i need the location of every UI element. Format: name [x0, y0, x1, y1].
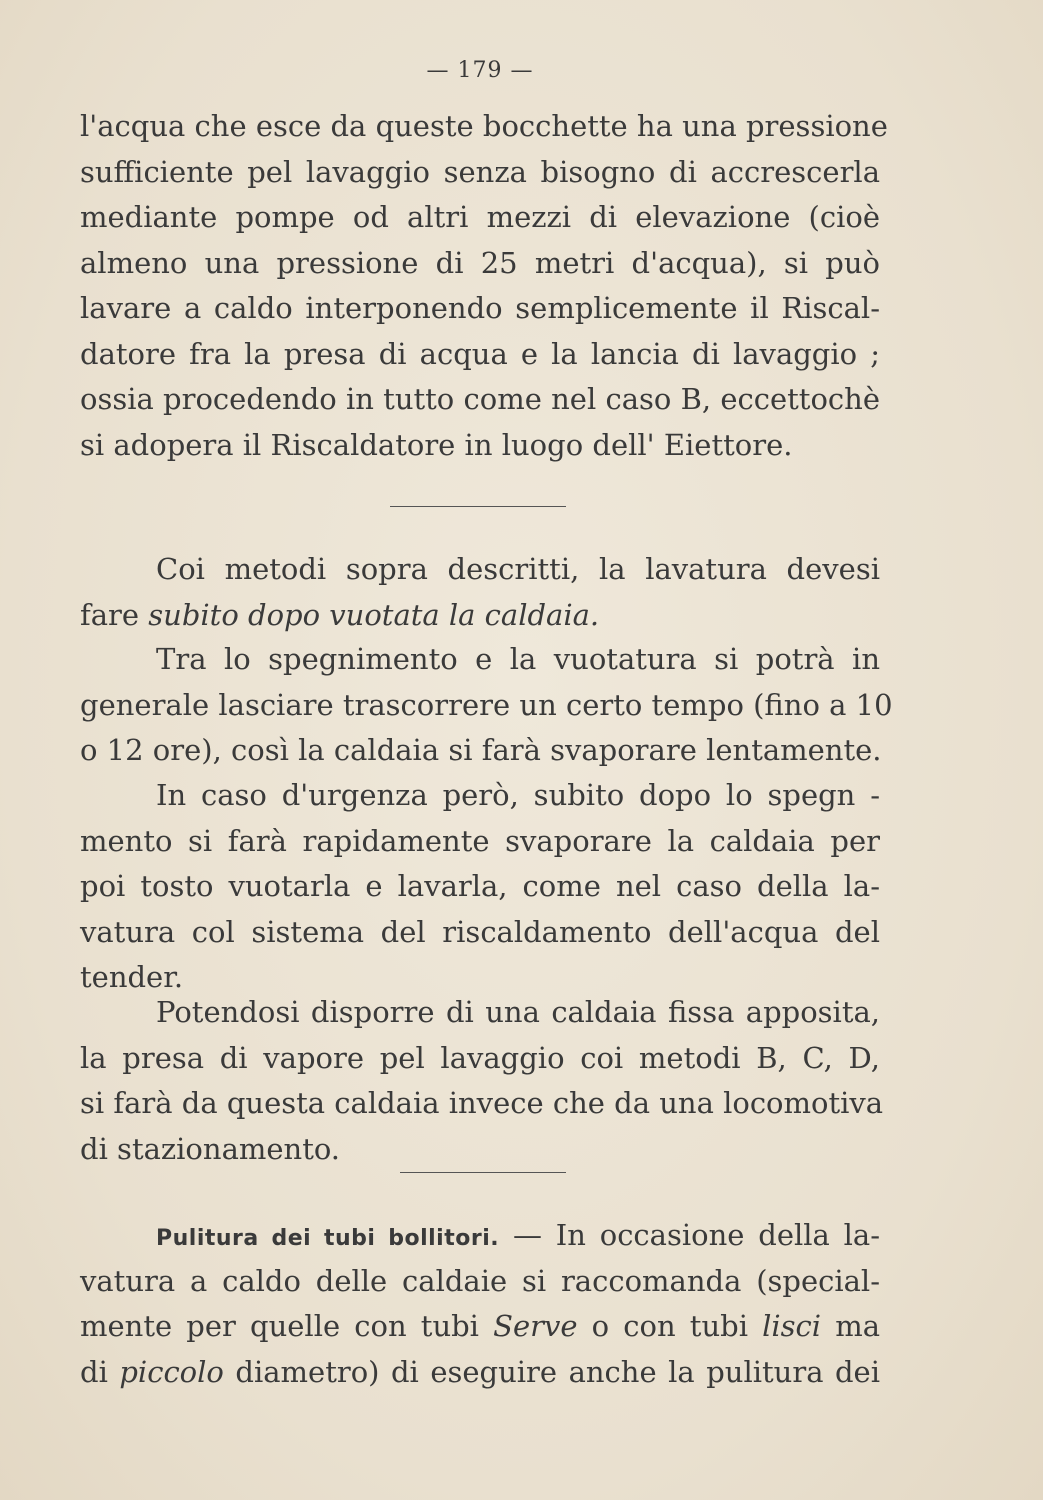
text-line: lavare a caldo interponendo semplicemente il Riscal- [80, 291, 880, 325]
text-line: l'acqua che esce da queste bocchette ha una pressione [80, 109, 888, 143]
text-line: generale lasciare trascorrere un certo tempo (fino a 10 [80, 687, 893, 722]
paragraph-1 [80, 104, 888, 468]
text-segment: o con tubi [577, 1309, 763, 1343]
text-segment: mente per quelle con tubi [80, 1309, 494, 1343]
section-divider [400, 1172, 566, 1173]
text-line: ossia procedendo in tutto come nel caso B, eccettochè [80, 382, 880, 416]
text-line: di stazionamento. [80, 1131, 341, 1166]
paragraph-5 [80, 990, 884, 1172]
text-line [80, 1350, 880, 1396]
text-line: si adopera il Riscaldatore in luogo dell' Eiettore. [80, 427, 793, 462]
italic-text: lisci [762, 1309, 822, 1343]
italic-text: Serve [493, 1309, 578, 1343]
text-segment: — In occasione della la- [499, 1218, 881, 1252]
paragraph-3 [80, 637, 893, 774]
text-line: o 12 ore), così la caldaia si farà svaporare lentamente. [80, 733, 882, 767]
text-line: sufficiente pel lavaggio senza bisogno di accrescerla [80, 154, 880, 189]
text-segment: fare [80, 597, 149, 632]
text-line [80, 1213, 880, 1259]
text-line [80, 593, 880, 639]
italic-text: subito dopo vuotata la caldaia. [148, 597, 600, 632]
text-line: mento si farà rapidamente svaporare la caldaia per [80, 823, 880, 858]
section-heading: Pulitura dei tubi bollitori. [156, 1226, 500, 1251]
section-divider [390, 506, 566, 507]
text-line [80, 1304, 880, 1350]
paragraph-6 [80, 1213, 880, 1395]
text-line: almeno una pressione di 25 metri d'acqua), si può [80, 245, 880, 280]
text-line: vatura a caldo delle caldaie si raccomanda (special- [80, 1263, 880, 1298]
text-segment: di [80, 1354, 120, 1389]
text-line: la presa di vapore pel lavaggio coi metodi B, C, D, [80, 1040, 880, 1075]
text-line: Tra lo spegnimento e la vuotatura si potrà in [156, 642, 880, 676]
text-segment: diametro) di eseguire anche la pulitura dei [223, 1354, 880, 1389]
italic-text: piccolo [119, 1354, 224, 1389]
page-number: — 179 — [426, 58, 534, 83]
text-line: si farà da questa caldaia invece che da una locomotiva [80, 1086, 884, 1120]
text-line: datore fra la presa di acqua e la lancia di lavaggio ; [80, 336, 880, 371]
text-line: poi tosto vuotarla e lavarla, come nel caso della la- [80, 869, 880, 903]
paragraph-4 [80, 773, 880, 1001]
text-line: Coi metodi sopra descritti, la lavatura devesi [156, 552, 880, 586]
text-line: In caso d'urgenza però, subito dopo lo spegn - [156, 778, 880, 812]
text-line: tender. [80, 960, 184, 994]
paragraph-2 [80, 547, 880, 638]
text-line: Potendosi disporre di una caldaia fissa apposita, [156, 995, 880, 1029]
text-line: mediante pompe od altri mezzi di elevazione (cioè [80, 200, 880, 234]
text-segment: ma [821, 1309, 880, 1343]
text-line: vatura col sistema del riscaldamento dell'acqua del [80, 914, 880, 949]
